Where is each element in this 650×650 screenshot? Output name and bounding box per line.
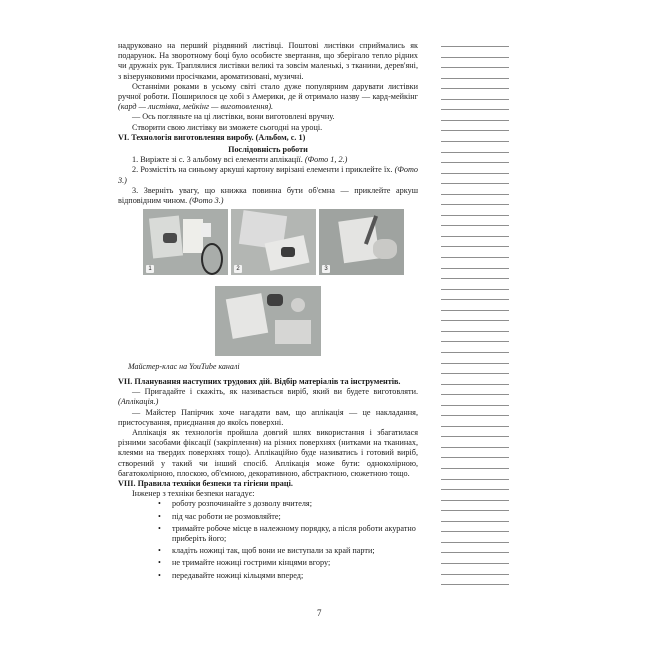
- section-7-paragraph-1-text: — Пригадайте і скажіть, як називається виріб, який ви будете виготовляти.: [132, 387, 418, 397]
- list-item: • кладіть ножиці так, щоб вони не виступали за край парти;: [158, 546, 418, 556]
- note-line: [441, 162, 509, 163]
- note-line: [441, 173, 509, 174]
- note-line: [441, 489, 509, 490]
- photo-4: [215, 286, 321, 356]
- step-3: [118, 186, 418, 206]
- note-line: [441, 99, 509, 100]
- step-2: [118, 165, 418, 185]
- section-7-heading: VII. Планування наступних трудових дій. Відбір матеріалів та інструментів.: [118, 377, 401, 386]
- step-3-note: (Фото 3.): [187, 196, 224, 206]
- note-line: [441, 299, 509, 300]
- note-line: [441, 584, 509, 585]
- note-line: [441, 320, 509, 321]
- note-line: [441, 394, 509, 395]
- paragraph-4: Створити свою листівку ви зможете сьогодні на уроці.: [132, 122, 323, 132]
- note-line: [441, 246, 509, 247]
- note-line: [441, 352, 509, 353]
- note-line: [441, 130, 509, 131]
- note-line: [441, 552, 509, 553]
- list-item: • передавайте ножиці кільцями вперед;: [158, 571, 418, 581]
- step-1-text: 1. Виріжте зі с. 3 альбому всі елементи аплікації.: [132, 155, 303, 165]
- note-line: [441, 341, 509, 342]
- note-line: [441, 46, 509, 47]
- note-line: [441, 236, 509, 237]
- note-line: [441, 78, 509, 79]
- section-7-paragraph-1-note: (Аплікація.): [118, 397, 159, 407]
- note-line: [441, 563, 509, 564]
- note-line: [441, 268, 509, 269]
- note-line: [441, 542, 509, 543]
- section-7-paragraph-3: Аплікація як технологія пройшла довгий шлях використання і збагатилася різними засобами фіксації (закріплення) на різних поверхнях (нитками на тканинах, клеями на твердих поверхнях тощо). Аплікаційно буде називатись і готовий виріб, створений у такий чи інший спосіб. Аплікація може бути: одноколірною, багатоколірною, плоскою, об'ємною, декоративною, абстрактною, сюжетною тощо.: [118, 428, 418, 478]
- section-8-heading: VIII. Правила техніки безпеки та гігієни праці.: [118, 479, 293, 489]
- photo-1-label: 1: [146, 265, 154, 273]
- safety-rules-list: [118, 499, 418, 580]
- main-text-column: [118, 41, 418, 206]
- note-line: [441, 289, 509, 290]
- lower-text-column: [118, 377, 418, 583]
- note-line: [441, 436, 509, 437]
- note-line: [441, 109, 509, 110]
- paragraph-2-note: (кард — листівка, мейкінг — виготовлення).: [118, 102, 274, 112]
- note-line: [441, 468, 509, 469]
- note-line: [441, 152, 509, 153]
- step-2-note: (Фото 3.): [118, 165, 418, 185]
- photo-caption: Майстер-клас на YouTube каналі: [128, 362, 240, 371]
- paragraph-2: [118, 82, 418, 113]
- list-item: • не тримайте ножиці гострими кінцями вгору;: [158, 558, 418, 568]
- note-line: [441, 373, 509, 374]
- note-line: [441, 57, 509, 58]
- note-line: [441, 67, 509, 68]
- note-line: [441, 363, 509, 364]
- note-line: [441, 225, 509, 226]
- note-line: [441, 479, 509, 480]
- note-line: [441, 574, 509, 575]
- photo-1: [143, 209, 228, 275]
- note-line: [441, 215, 509, 216]
- step-2-text: 2. Розмістіть на синьому аркуші картону вирізані елементи і приклейте їх.: [132, 165, 393, 175]
- note-line: [441, 447, 509, 448]
- note-line: [441, 194, 509, 195]
- note-line: [441, 257, 509, 258]
- step-1: [118, 155, 418, 165]
- note-line: [441, 331, 509, 332]
- photo-3-label: 3: [322, 265, 330, 273]
- note-line: [441, 531, 509, 532]
- note-line: [441, 384, 509, 385]
- note-line: [441, 88, 509, 89]
- note-line: [441, 500, 509, 501]
- paragraph-1: надруковано на перший різдвяний листівці. Поштові листівки сприймались як подарунок. На зворотному боці було особисте звертання, що зберігало тепло рідних чи дружніх рук. Траплялися листівки великі та зовсім маленькі, з тканини, дерев'яні, з візерунковими просічками, ароматизовані, музичні.: [118, 41, 418, 81]
- photo-2: [231, 209, 316, 275]
- note-line: [441, 183, 509, 184]
- note-line: [441, 415, 509, 416]
- section-7-paragraph-1: [118, 387, 418, 407]
- photo-2-label: 2: [234, 265, 242, 273]
- note-line: [441, 426, 509, 427]
- note-line: [441, 521, 509, 522]
- section-6-subheading: Послідовність роботи: [228, 145, 308, 155]
- photo-3: [319, 209, 404, 275]
- paragraph-3: — Ось погляньте на ці листівки, вони виготовлені вручну.: [132, 112, 335, 122]
- section-7-paragraph-2: — Майстер Папірчик хоче нагадати вам, що аплікація — це накладання, пристосування, приєднання до якоїсь поверхні.: [118, 407, 418, 427]
- note-line: [441, 204, 509, 205]
- note-line: [441, 310, 509, 311]
- note-line: [441, 405, 509, 406]
- list-item: • роботу розпочинайте з дозволу вчителя;: [158, 499, 418, 509]
- note-line: [441, 510, 509, 511]
- step-1-note: (Фото 1, 2.): [302, 155, 348, 165]
- section-6-heading: VI. Технологія виготовлення виробу. (Альбом, с. 1): [118, 132, 306, 142]
- page-number: 7: [317, 608, 322, 618]
- note-line: [441, 141, 509, 142]
- list-item: • під час роботи не розмовляйте;: [158, 512, 418, 522]
- note-line: [441, 120, 509, 121]
- step-3-text: 3. Зверніть увагу, що книжка повинна бути об'ємна — приклейте аркуш відповідним чином.: [118, 185, 418, 206]
- note-line: [441, 278, 509, 279]
- note-line: [441, 457, 509, 458]
- paragraph-2-text: Останніми роками в усьому світі стало дуже популярним дарувати листівки ручної роботи. Поширилося це хобі з Америки, де й отримало назву — кард-мейкінг: [118, 81, 418, 102]
- list-item: • тримайте робоче місце в належному порядку, а після роботи акуратно приберіть його;: [158, 524, 418, 544]
- section-8-intro: Інженер з техніки безпеки нагадує:: [132, 489, 255, 499]
